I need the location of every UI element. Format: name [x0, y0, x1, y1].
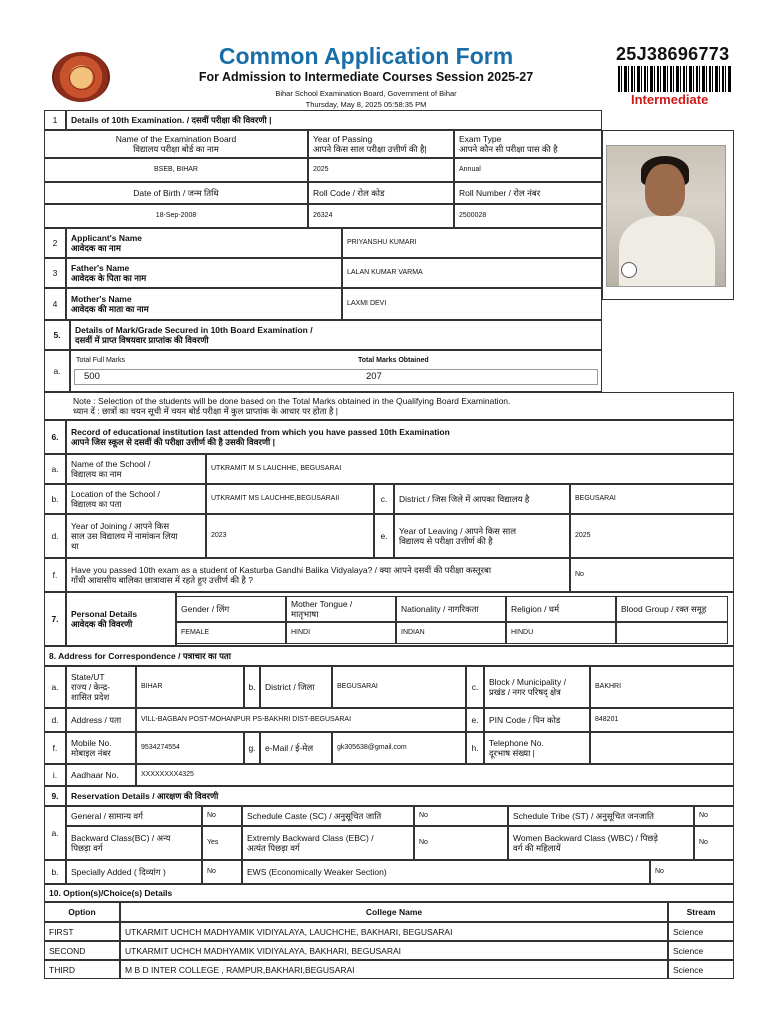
- wbc-label: Women Backward Class (WBC) / पिछड़े वर्ग की महिलायें: [508, 826, 694, 860]
- mother-name-value: LAXMI DEVI: [342, 288, 602, 320]
- aadhaar-value: XXXXXXXX4325: [136, 764, 734, 786]
- school-district-letter: c.: [374, 484, 394, 514]
- school-name-value: UTKRAMIT M S LAUCHHE, BEGUSARAI: [206, 454, 734, 484]
- dob-label: Date of Birth / जन्म तिथि: [44, 182, 308, 204]
- applicant-photo: [606, 145, 726, 287]
- mother-tongue-value: HINDI: [286, 622, 396, 644]
- telephone-letter: h.: [466, 732, 484, 764]
- email-value: gk305638@gmail.com: [332, 732, 466, 764]
- mobile-value: 9534274554: [136, 732, 244, 764]
- blood-group-label: Blood Group / रक्त समूह: [616, 596, 728, 622]
- total-full-marks-value: 500: [84, 371, 100, 382]
- reservation-b-letter: b.: [44, 860, 66, 884]
- year-leaving-letter: e.: [374, 514, 394, 558]
- school-district-value: BEGUSARAI: [570, 484, 734, 514]
- choice-3-stream: Science: [668, 960, 734, 979]
- choice-1-college: UTKARMIT UCHCH MADHYAMIK VIDIYALAYA, LAUCHCHE, BAKHARI, BEGUSARAI: [120, 922, 668, 941]
- nationality-value: INDIAN: [396, 622, 506, 644]
- exam-board-label: Name of the Examination Board विद्यालय परीक्षा बोर्ड का नाम: [44, 130, 308, 158]
- school-name-letter: a.: [44, 454, 66, 484]
- st-label: Schedule Tribe (ST) / अनुसूचित जनजाति: [508, 806, 694, 826]
- mobile-label: Mobile No. मोबाइल नंबर: [66, 732, 136, 764]
- st-value: No: [694, 806, 734, 826]
- section-1-heading: Details of 10th Examination. / दसवीं परीक्षा की विवरणी |: [66, 110, 602, 130]
- gender-label: Gender / लिंग: [176, 596, 286, 622]
- aadhaar-letter: i.: [44, 764, 66, 786]
- section-6-num: 6.: [44, 420, 66, 454]
- gender-value: FEMALE: [176, 622, 286, 644]
- print-datetime: Thursday, May 8, 2025 05:58:35 PM: [305, 100, 427, 109]
- disabled-value: No: [202, 860, 242, 884]
- kgbv-letter: f.: [44, 558, 66, 592]
- roll-number-label: Roll Number / रोल नंबर: [454, 182, 602, 204]
- year-leaving-value: 2025: [570, 514, 734, 558]
- telephone-label: Telephone No. दूरभाष संख्या |: [484, 732, 590, 764]
- pin-label: PIN Code / पिन कोड: [484, 708, 590, 732]
- roll-code-value: 26324: [308, 204, 454, 228]
- mother-name-label: Mother's Name आवेदक की माता का नाम: [66, 288, 342, 320]
- ews-label: EWS (Economically Weaker Section): [242, 860, 650, 884]
- state-value: BIHAR: [136, 666, 244, 708]
- selection-note: Note : Selection of the students will be done based on the Total Marks obtained in the Qualifying Board Examination. ध्यान दें : छात्रों का चयन सूची में चयन बोर्ड परीक्षा में कुल प्राप्तांक के आधार पर होता है |: [44, 392, 734, 420]
- sc-value: No: [414, 806, 508, 826]
- application-number: 25J38696773: [616, 44, 730, 64]
- applicant-name-label: Applicant's Name आवेदक का नाम: [66, 228, 342, 258]
- section-4-num: 4: [44, 288, 66, 320]
- mobile-letter: f.: [44, 732, 66, 764]
- district-value: BEGUSARAI: [332, 666, 466, 708]
- school-name-label: Name of the School / विद्यालय का नाम: [66, 454, 206, 484]
- choice-2-stream: Science: [668, 941, 734, 960]
- dob-value: 18-Sep-2008: [44, 204, 308, 228]
- roll-code-label: Roll Code / रोल कोड: [308, 182, 454, 204]
- section-6-heading: Record of educational institution last attended from which you have passed 10th Examination आपने जिस स्कूल से दसवीं की परीक्षा उत्तीर्ण की है उसकी विवरणी |: [66, 420, 734, 454]
- district-letter: b.: [244, 666, 260, 708]
- email-label: e-Mail / ई-मेल: [260, 732, 332, 764]
- barcode-icon: [618, 66, 732, 92]
- sc-label: Schedule Caste (SC) / अनुसूचित जाति: [242, 806, 414, 826]
- roll-number-value: 2500028: [454, 204, 602, 228]
- bc-label: Backward Class(BC) / अन्य पिछड़ा वर्ग: [66, 826, 202, 860]
- year-joining-letter: d.: [44, 514, 66, 558]
- pin-value: 848201: [590, 708, 734, 732]
- blood-group-value: [616, 622, 728, 644]
- ebc-label: Extremly Backward Class (EBC) / अत्यंत पिछड़ा वर्ग: [242, 826, 414, 860]
- applicant-name-value: PRIYANSHU KUMARI: [342, 228, 602, 258]
- year-joining-value: 2023: [206, 514, 374, 558]
- wbc-value: No: [694, 826, 734, 860]
- school-location-letter: b.: [44, 484, 66, 514]
- mother-tongue-label: Mother Tongue / मातृभाषा: [286, 596, 396, 622]
- choice-3-option: THIRD: [44, 960, 120, 979]
- stream-col-header: Stream: [668, 902, 734, 922]
- choice-1-option: FIRST: [44, 922, 120, 941]
- choice-2-college: UTKARMIT UCHCH MADHYAMIK VIDIYALAYA, BAKHARI, BEGUSARAI: [120, 941, 668, 960]
- choice-1-stream: Science: [668, 922, 734, 941]
- form-body: [44, 110, 734, 980]
- exam-type-value: Annual: [454, 158, 602, 182]
- stream-tag: Intermediate: [631, 92, 709, 107]
- bc-value: Yes: [202, 826, 242, 860]
- address-label: Address / पता: [66, 708, 136, 732]
- block-letter: c.: [466, 666, 484, 708]
- section-7-num: 7.: [44, 592, 66, 646]
- kgbv-value: No: [570, 558, 734, 592]
- total-full-marks-label: Total Full Marks: [76, 357, 126, 364]
- ebc-value: No: [414, 826, 508, 860]
- district-label: District / जिला: [260, 666, 332, 708]
- year-of-passing-label: Year of Passing आपने किस साल परीक्षा उत्तीर्ण की है|: [308, 130, 454, 158]
- section-3-num: 3: [44, 258, 66, 288]
- block-label: Block / Municipality / प्रखंड / नगर परिषद् क्षेत्र: [484, 666, 590, 708]
- reservation-a-letter: a.: [44, 806, 66, 860]
- year-leaving-label: Year of Leaving / आपने किस साल विद्यालय से परीक्षा उत्तीर्ण की है: [394, 514, 570, 558]
- religion-label: Religion / धर्म: [506, 596, 616, 622]
- section-8-heading: 8. Address for Correspondence / पत्राचार का पता: [44, 646, 734, 666]
- section-10-heading: 10. Option(s)/Choice(s) Details: [44, 884, 734, 902]
- state-letter: a.: [44, 666, 66, 708]
- school-location-label: Location of the School / विद्यालय का पता: [66, 484, 206, 514]
- section-2-num: 2: [44, 228, 66, 258]
- section-5-num: 5.: [44, 320, 70, 350]
- year-of-passing-value: 2025: [308, 158, 454, 182]
- pin-letter: e.: [466, 708, 484, 732]
- address-value: VILL-BAGBAN POST-MOHANPUR PS-BAKHRI DIST-BEGUSARAI: [136, 708, 466, 732]
- exam-board-value: BSEB, BIHAR: [44, 158, 308, 182]
- religion-value: HINDU: [506, 622, 616, 644]
- father-name-label: Father's Name आवेदक के पिता का नाम: [66, 258, 342, 288]
- disabled-label: Specially Added ( दिव्यांग ): [66, 860, 202, 884]
- form-header: [0, 0, 768, 110]
- father-name-value: LALAN KUMAR VARMA: [342, 258, 602, 288]
- email-letter: g.: [244, 732, 260, 764]
- choice-2-option: SECOND: [44, 941, 120, 960]
- year-joining-label: Year of Joining / आपने किस साल उस विद्यालय में नामांकन लिया था: [66, 514, 206, 558]
- choice-3-college: M B D INTER COLLEGE , RAMPUR,BAKHARI,BEGUSARAI: [120, 960, 668, 979]
- address-letter: d.: [44, 708, 66, 732]
- total-marks-obtained-label: Total Marks Obtained: [358, 357, 429, 364]
- general-value: No: [202, 806, 242, 826]
- form-title: Common Application Form: [218, 43, 514, 69]
- school-district-label: District / जिस जिले में आपका विद्यालय है: [394, 484, 570, 514]
- total-marks-obtained-value: 207: [366, 371, 382, 382]
- section-9-heading: Reservation Details / आरक्षण की विवरणी: [66, 786, 734, 806]
- general-label: General / सामान्य वर्ग: [66, 806, 202, 826]
- kgbv-label: Have you passed 10th exam as a student of Kasturba Gandhi Balika Vidyalaya? / क्या आपने दसवीं की परीक्षा कस्तूरबा गाँधी आवासीय बालिका छात्रावास में रहते हुए उत्तीर्ण की है ?: [66, 558, 570, 592]
- option-col-header: Option: [44, 902, 120, 922]
- section-1-num: 1: [44, 110, 66, 130]
- form-subtitle: For Admission to Intermediate Courses Session 2025-27: [198, 70, 534, 84]
- college-col-header: College Name: [120, 902, 668, 922]
- section-5a-num: a.: [44, 350, 70, 392]
- telephone-value: [590, 732, 734, 764]
- school-location-value: UTKRAMIT MS LAUCHHE,BEGUSARAII: [206, 484, 374, 514]
- aadhaar-label: Aadhaar No.: [66, 764, 136, 786]
- section-9-num: 9.: [44, 786, 66, 806]
- block-value: BAKHRI: [590, 666, 734, 708]
- nationality-label: Nationality / नागरिकता: [396, 596, 506, 622]
- board-name: Bihar School Examination Board, Government of Bihar: [275, 89, 457, 98]
- section-5-heading: Details of Mark/Grade Secured in 10th Board Examination / दसवीं में प्राप्त विषयवार प्राप्तांक की विवरणी: [70, 320, 602, 350]
- ews-value: No: [650, 860, 734, 884]
- state-label: State/UT राज्य / केन्द्र- शासित प्रदेश: [66, 666, 136, 708]
- exam-type-label: Exam Type आपने कौन सी परीक्षा पास की है: [454, 130, 602, 158]
- personal-details-label: Personal Details आवेदक की विवरणी: [66, 592, 176, 646]
